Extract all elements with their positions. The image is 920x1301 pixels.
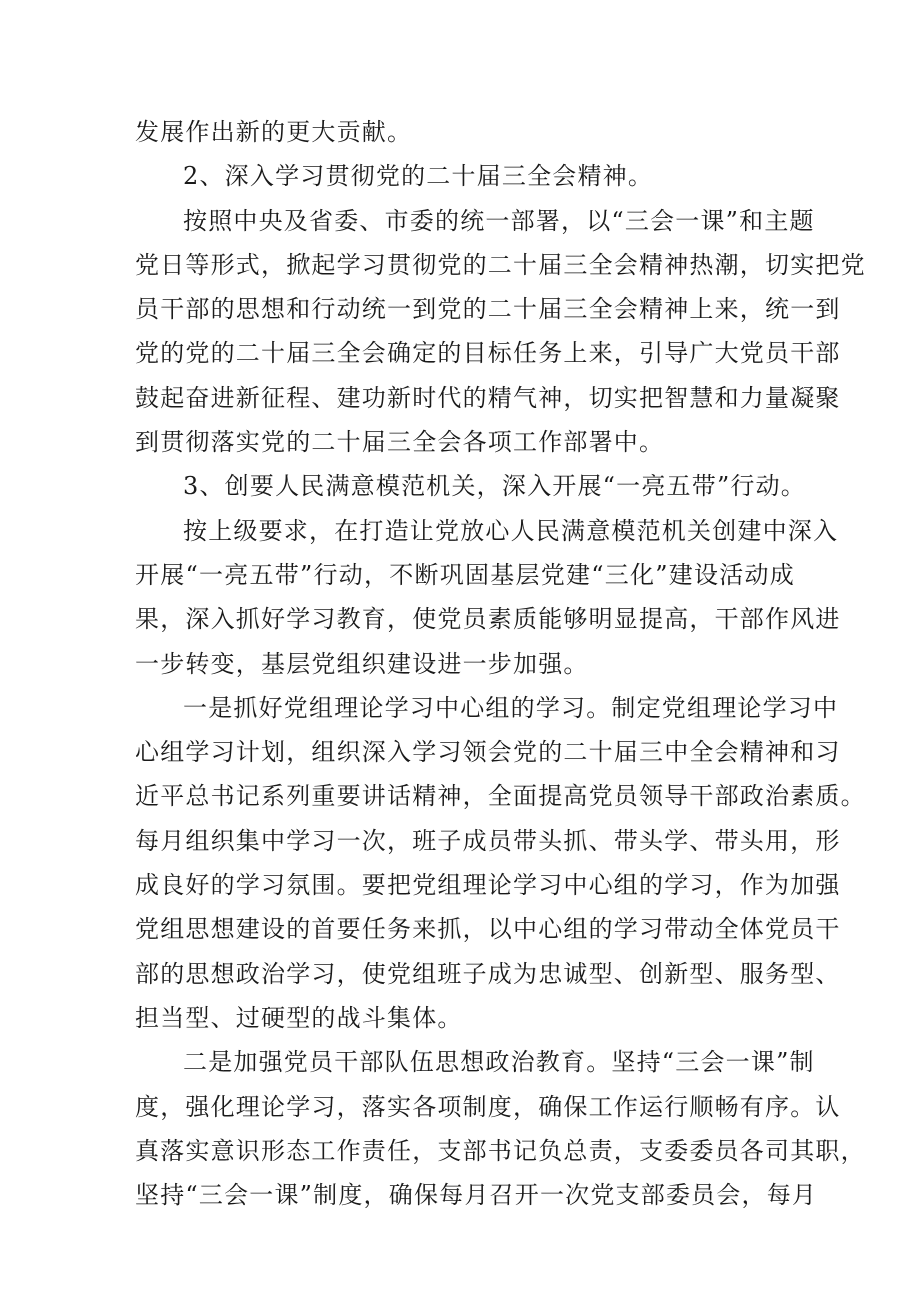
text-line: 部的思想政治学习，使党组班子成为忠诚型、创新型、服务型、 [135, 959, 841, 988]
text-line: 开展“一亮五带”行动，不断巩固基层党建“三化”建设活动成 [135, 560, 795, 589]
text-line: 到贯彻落实党的二十届三全会各项工作部署中。 [135, 428, 665, 457]
document-body [135, 110, 866, 1217]
text-line: 近平总书记系列重要讲话精神，全面提高党员领导干部政治素质。 [135, 782, 866, 811]
text-line: 真落实意识形态工作责任，支部书记负总责，支委委员各司其职， [135, 1136, 866, 1165]
text-line: 坚持“三会一课”制度，确保每月召开一次党支部委员会，每月 [135, 1181, 818, 1210]
text-line: 成良好的学习氛围。要把党组理论学习中心组的学习，作为加强 [135, 871, 841, 900]
text-line: 担当型、过硬型的战斗集体。 [135, 1003, 463, 1032]
text-line: 鼓起奋进新征程、建功新时代的精气神，切实把智慧和力量凝聚 [135, 383, 841, 412]
text-line: 果，深入抓好学习教育，使党员素质能够明显提高，干部作风进 [135, 605, 841, 634]
text-line: 党日等形式，掀起学习贯彻党的二十届三全会精神热潮，切实把党 [135, 250, 866, 279]
text-line: 每月组织集中学习一次，班子成员带头抓、带头学、带头用，形 [135, 826, 841, 855]
text-line: 党的党的二十届三全会确定的目标任务上来，引导广大党员干部 [135, 339, 841, 368]
text-line: 二是加强党员干部队伍思想政治教育。坚持“三会一课”制 [183, 1048, 815, 1077]
text-line: 一步转变，基层党组织建设进一步加强。 [135, 649, 589, 678]
text-line: 度，强化理论学习，落实各项制度，确保工作运行顺畅有序。认 [135, 1092, 841, 1121]
text-line: 员干部的思想和行动统一到党的二十届三全会精神上来，统一到 [135, 295, 841, 324]
text-line: 心组学习计划，组织深入学习领会党的二十届三中全会精神和习 [135, 738, 841, 767]
text-line: 3、创要人民满意模范机关，深入开展“一亮五带”行动。 [183, 472, 807, 501]
text-line: 一是抓好党组理论学习中心组的学习。制定党组理论学习中 [183, 693, 839, 722]
text-line: 党组思想建设的首要任务来抓，以中心组的学习带动全体党员干 [135, 915, 841, 944]
text-line: 2、深入学习贯彻党的二十届三全会精神。 [183, 162, 654, 191]
text-line: 按照中央及省委、市委的统一部署，以“三会一课”和主题 [183, 206, 815, 235]
text-line: 发展作出新的更大贡献。 [135, 118, 413, 146]
text-line: 按上级要求，在打造让党放心人民满意模范机关创建中深入 [183, 516, 839, 545]
